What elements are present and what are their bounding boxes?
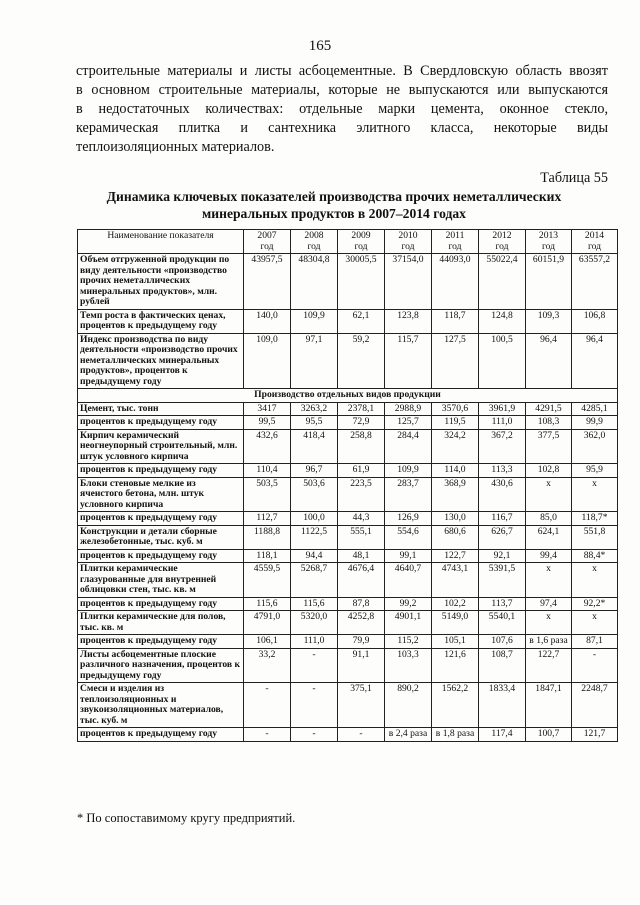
row-value: 119,5 bbox=[432, 416, 479, 430]
row-value: 63557,2 bbox=[572, 254, 618, 310]
row-value: - bbox=[572, 648, 618, 683]
table-row bbox=[78, 648, 618, 683]
row-value: х bbox=[572, 477, 618, 512]
header-year: 2009 год bbox=[338, 230, 385, 254]
row-value: 99,4 bbox=[526, 549, 572, 563]
row-label: Объем отгруженной продукции по виду деятельности «производство прочих неметаллических минеральных продуктов», млн. рублей bbox=[78, 254, 244, 310]
row-value: 126,9 bbox=[385, 512, 432, 526]
row-value: 5540,1 bbox=[479, 611, 526, 635]
table-row bbox=[78, 402, 618, 416]
row-value: 109,3 bbox=[526, 309, 572, 333]
row-value: 79,9 bbox=[338, 635, 385, 649]
row-value: 118,1 bbox=[244, 549, 291, 563]
row-value: 368,9 bbox=[432, 477, 479, 512]
row-value: 3570,6 bbox=[432, 402, 479, 416]
row-label: процентов к предыдущему году bbox=[78, 549, 244, 563]
row-value: 503,5 bbox=[244, 477, 291, 512]
row-value: 1122,5 bbox=[291, 525, 338, 549]
row-label: процентов к предыдущему году bbox=[78, 416, 244, 430]
row-value: 130,0 bbox=[432, 512, 479, 526]
table-row bbox=[78, 683, 618, 728]
table-row bbox=[78, 611, 618, 635]
row-value: 503,6 bbox=[291, 477, 338, 512]
row-value: 109,9 bbox=[291, 309, 338, 333]
table-row bbox=[78, 477, 618, 512]
row-value: 367,2 bbox=[479, 429, 526, 464]
row-value: 109,9 bbox=[385, 464, 432, 478]
row-value: 5320,0 bbox=[291, 611, 338, 635]
row-label: Темп роста в фактических ценах, процентов к предыдущему году bbox=[78, 309, 244, 333]
row-value: 111,0 bbox=[291, 635, 338, 649]
indicators-table bbox=[77, 229, 618, 742]
row-value: 72,9 bbox=[338, 416, 385, 430]
row-value: 4901,1 bbox=[385, 611, 432, 635]
row-value: - bbox=[338, 728, 385, 742]
row-value: 624,1 bbox=[526, 525, 572, 549]
header-year: 2013 год bbox=[526, 230, 572, 254]
row-label: процентов к предыдущему году bbox=[78, 597, 244, 611]
row-value: 4252,8 bbox=[338, 611, 385, 635]
intro-line: в основном строительные материалы, которые не выпускаются или выпускаются bbox=[76, 82, 608, 98]
row-label: Индекс производства по виду деятельности «производство прочих неметаллических минеральных продуктов», процентов к предыдущему году bbox=[78, 333, 244, 389]
intro-line: строительные материалы и листы асбоцементные. В Свердловскую область ввозят bbox=[76, 63, 608, 79]
row-value: 4291,5 bbox=[526, 402, 572, 416]
row-value: 890,2 bbox=[385, 683, 432, 728]
row-value: 124,8 bbox=[479, 309, 526, 333]
row-value: 113,3 bbox=[479, 464, 526, 478]
table-row bbox=[78, 333, 618, 389]
table-header-row bbox=[78, 230, 618, 254]
row-value: 44,3 bbox=[338, 512, 385, 526]
row-label: Листы асбоцементные плоские различного назначения, процентов к предыдущему году bbox=[78, 648, 244, 683]
section-title: Производство отдельных видов продукции bbox=[78, 389, 618, 403]
row-value: 44093,0 bbox=[432, 254, 479, 310]
row-value: 106,8 bbox=[572, 309, 618, 333]
row-value: 555,1 bbox=[338, 525, 385, 549]
row-value: х bbox=[526, 611, 572, 635]
row-value: 108,3 bbox=[526, 416, 572, 430]
table-row bbox=[78, 728, 618, 742]
row-value: 91,1 bbox=[338, 648, 385, 683]
row-value: 324,2 bbox=[432, 429, 479, 464]
row-value: 4559,5 bbox=[244, 563, 291, 598]
row-value: 116,7 bbox=[479, 512, 526, 526]
row-value: 4640,7 bbox=[385, 563, 432, 598]
row-value: 283,7 bbox=[385, 477, 432, 512]
row-value: 96,4 bbox=[526, 333, 572, 389]
row-value: 61,9 bbox=[338, 464, 385, 478]
row-value: 43957,5 bbox=[244, 254, 291, 310]
row-value: 33,2 bbox=[244, 648, 291, 683]
row-value: 1188,8 bbox=[244, 525, 291, 549]
row-value: 258,8 bbox=[338, 429, 385, 464]
row-value: 92,2* bbox=[572, 597, 618, 611]
table-row bbox=[78, 309, 618, 333]
row-label: Смеси и изделия из теплоизоляционных и звукоизоляционных материалов, тыс. куб. м bbox=[78, 683, 244, 728]
intro-line: в недостаточных количествах: отдельные марки цемента, оконное стекло, bbox=[76, 101, 608, 117]
row-value: 102,2 bbox=[432, 597, 479, 611]
table-row bbox=[78, 416, 618, 430]
row-value: 99,5 bbox=[244, 416, 291, 430]
row-value: 100,5 bbox=[479, 333, 526, 389]
row-value: 3417 bbox=[244, 402, 291, 416]
row-label: процентов к предыдущему году bbox=[78, 512, 244, 526]
row-value: х bbox=[572, 611, 618, 635]
row-value: в 2,4 раза bbox=[385, 728, 432, 742]
row-value: 118,7* bbox=[572, 512, 618, 526]
row-value: 1847,1 bbox=[526, 683, 572, 728]
row-value: 112,7 bbox=[244, 512, 291, 526]
row-value: 59,2 bbox=[338, 333, 385, 389]
row-value: 37154,0 bbox=[385, 254, 432, 310]
row-value: в 1,8 раза bbox=[432, 728, 479, 742]
table-row bbox=[78, 597, 618, 611]
row-value: 1562,2 bbox=[432, 683, 479, 728]
row-value: 96,7 bbox=[291, 464, 338, 478]
row-value: 123,8 bbox=[385, 309, 432, 333]
row-value: 121,6 bbox=[432, 648, 479, 683]
table-row bbox=[78, 635, 618, 649]
row-value: 127,5 bbox=[432, 333, 479, 389]
row-value: 109,0 bbox=[244, 333, 291, 389]
header-year: 2010 год bbox=[385, 230, 432, 254]
row-value: 100,0 bbox=[291, 512, 338, 526]
row-label: Цемент, тыс. тонн bbox=[78, 402, 244, 416]
row-value: х bbox=[572, 563, 618, 598]
row-value: 5149,0 bbox=[432, 611, 479, 635]
row-value: 117,4 bbox=[479, 728, 526, 742]
row-label: Плитки керамические глазурованные для внутренней облицовки стен, тыс. кв. м bbox=[78, 563, 244, 598]
row-value: 95,9 bbox=[572, 464, 618, 478]
row-value: 284,4 bbox=[385, 429, 432, 464]
row-value: 87,1 bbox=[572, 635, 618, 649]
row-value: - bbox=[244, 683, 291, 728]
row-value: 430,6 bbox=[479, 477, 526, 512]
row-value: 223,5 bbox=[338, 477, 385, 512]
row-value: 1833,4 bbox=[479, 683, 526, 728]
table-row bbox=[78, 464, 618, 478]
row-value: 3961,9 bbox=[479, 402, 526, 416]
row-value: 103,3 bbox=[385, 648, 432, 683]
row-value: 2248,7 bbox=[572, 683, 618, 728]
row-value: 121,7 bbox=[572, 728, 618, 742]
row-value: 554,6 bbox=[385, 525, 432, 549]
row-value: 125,7 bbox=[385, 416, 432, 430]
row-value: 48,1 bbox=[338, 549, 385, 563]
table-row bbox=[78, 254, 618, 310]
row-value: 377,5 bbox=[526, 429, 572, 464]
row-value: 87,8 bbox=[338, 597, 385, 611]
row-value: 113,7 bbox=[479, 597, 526, 611]
header-year: 2007 год bbox=[244, 230, 291, 254]
row-value: 140,0 bbox=[244, 309, 291, 333]
table-row bbox=[78, 512, 618, 526]
row-value: 4743,1 bbox=[432, 563, 479, 598]
row-value: 626,7 bbox=[479, 525, 526, 549]
section-row bbox=[78, 389, 618, 403]
row-value: 97,4 bbox=[526, 597, 572, 611]
row-value: 60151,9 bbox=[526, 254, 572, 310]
row-value: 375,1 bbox=[338, 683, 385, 728]
row-value: - bbox=[291, 728, 338, 742]
row-value: 5391,5 bbox=[479, 563, 526, 598]
row-label: Плитки керамические для полов, тыс. кв. м bbox=[78, 611, 244, 635]
row-value: 4676,4 bbox=[338, 563, 385, 598]
row-label: Конструкции и детали сборные железобетонные, тыс. куб. м bbox=[78, 525, 244, 549]
row-label: процентов к предыдущему году bbox=[78, 728, 244, 742]
header-year: 2012 год bbox=[479, 230, 526, 254]
row-label: процентов к предыдущему году bbox=[78, 464, 244, 478]
intro-paragraph bbox=[76, 62, 608, 157]
row-value: 62,1 bbox=[338, 309, 385, 333]
row-value: 551,8 bbox=[572, 525, 618, 549]
row-value: х bbox=[526, 563, 572, 598]
table-row bbox=[78, 563, 618, 598]
row-value: 108,7 bbox=[479, 648, 526, 683]
row-value: 122,7 bbox=[432, 549, 479, 563]
row-value: 96,4 bbox=[572, 333, 618, 389]
row-value: 97,1 bbox=[291, 333, 338, 389]
row-value: 99,2 bbox=[385, 597, 432, 611]
row-value: 115,6 bbox=[244, 597, 291, 611]
footnote: * По сопоставимому кругу предприятий. bbox=[77, 811, 296, 825]
table-title bbox=[60, 188, 608, 222]
row-value: - bbox=[291, 648, 338, 683]
row-value: - bbox=[244, 728, 291, 742]
row-value: 118,7 bbox=[432, 309, 479, 333]
table-row bbox=[78, 549, 618, 563]
row-value: 99,9 bbox=[572, 416, 618, 430]
row-value: 122,7 bbox=[526, 648, 572, 683]
row-value: 115,7 bbox=[385, 333, 432, 389]
row-value: 92,1 bbox=[479, 549, 526, 563]
row-value: 100,7 bbox=[526, 728, 572, 742]
header-year: 2011 год bbox=[432, 230, 479, 254]
row-label: Кирпич керамический неогнеупорный строительный, млн. штук условного кирпича bbox=[78, 429, 244, 464]
row-value: 106,1 bbox=[244, 635, 291, 649]
row-value: 102,8 bbox=[526, 464, 572, 478]
row-value: 3263,2 bbox=[291, 402, 338, 416]
row-value: 2988,9 bbox=[385, 402, 432, 416]
row-value: 2378,1 bbox=[338, 402, 385, 416]
row-label: процентов к предыдущему году bbox=[78, 635, 244, 649]
table-title-line: Динамика ключевых показателей производства прочих неметаллических bbox=[106, 189, 562, 204]
row-value: х bbox=[526, 477, 572, 512]
row-value: 111,0 bbox=[479, 416, 526, 430]
row-value: 30005,5 bbox=[338, 254, 385, 310]
table-title-line: минеральных продуктов в 2007–2014 годах bbox=[202, 206, 466, 221]
row-value: 114,0 bbox=[432, 464, 479, 478]
row-value: 432,6 bbox=[244, 429, 291, 464]
row-value: 85,0 bbox=[526, 512, 572, 526]
table-row bbox=[78, 429, 618, 464]
row-value: 99,1 bbox=[385, 549, 432, 563]
intro-line: керамическая плитка и сантехника элитного класса, некоторые виды bbox=[76, 120, 608, 136]
row-value: 88,4* bbox=[572, 549, 618, 563]
header-year: 2014 год bbox=[572, 230, 618, 254]
intro-line: теплоизоляционных материалов. bbox=[76, 139, 275, 155]
row-value: 55022,4 bbox=[479, 254, 526, 310]
row-value: 115,6 bbox=[291, 597, 338, 611]
row-value: 418,4 bbox=[291, 429, 338, 464]
row-value: 107,6 bbox=[479, 635, 526, 649]
header-label: Наименование показателя bbox=[78, 230, 244, 254]
row-value: 95,5 bbox=[291, 416, 338, 430]
table-row bbox=[78, 525, 618, 549]
row-value: 110,4 bbox=[244, 464, 291, 478]
row-value: 48304,8 bbox=[291, 254, 338, 310]
row-value: 105,1 bbox=[432, 635, 479, 649]
row-value: 4791,0 bbox=[244, 611, 291, 635]
row-value: 94,4 bbox=[291, 549, 338, 563]
row-value: 362,0 bbox=[572, 429, 618, 464]
row-value: 4285,1 bbox=[572, 402, 618, 416]
page-number: 165 bbox=[308, 38, 332, 54]
row-value: в 1,6 раза bbox=[526, 635, 572, 649]
row-value: - bbox=[291, 683, 338, 728]
row-value: 115,2 bbox=[385, 635, 432, 649]
table-caption: Таблица 55 bbox=[540, 170, 608, 186]
header-year: 2008 год bbox=[291, 230, 338, 254]
row-value: 680,6 bbox=[432, 525, 479, 549]
row-label: Блоки стеновые мелкие из ячеистого бетона, млн. штук условного кирпича bbox=[78, 477, 244, 512]
row-value: 5268,7 bbox=[291, 563, 338, 598]
